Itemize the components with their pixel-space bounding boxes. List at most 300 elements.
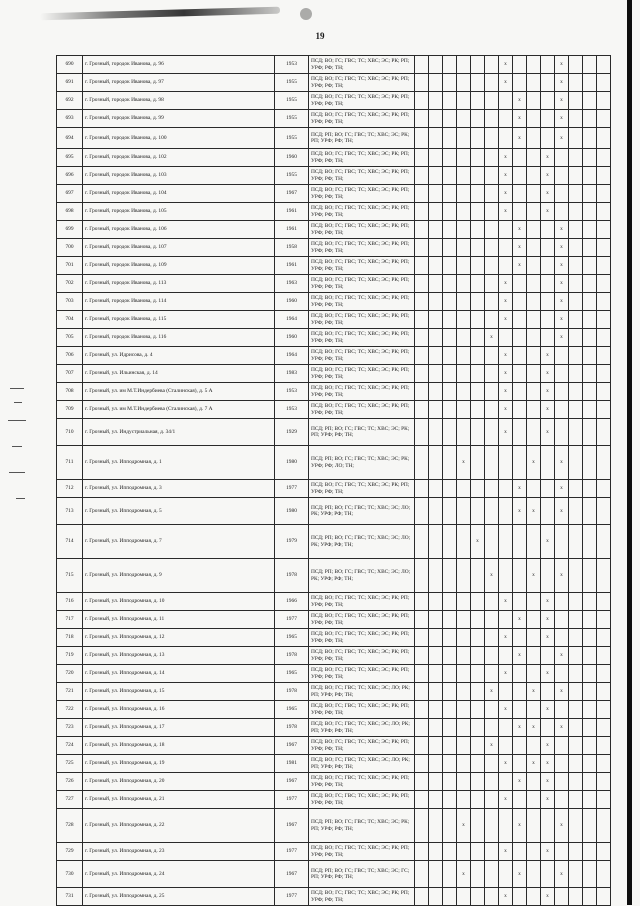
empty-cell [513, 311, 527, 329]
empty-cell [415, 221, 429, 239]
empty-cell [415, 293, 429, 311]
empty-cell [513, 401, 527, 419]
work-mark: x [541, 365, 555, 383]
empty-cell [443, 257, 457, 275]
row-address: г. Грозный, городок Иванова, д. 97 [83, 74, 275, 92]
empty-cell [471, 257, 485, 275]
empty-cell [471, 149, 485, 167]
row-address: г. Грозный, ул. Ипподромная, д. 10 [83, 593, 275, 611]
empty-cell [443, 665, 457, 683]
empty-cell [499, 861, 513, 888]
empty-cell [583, 773, 597, 791]
empty-cell [443, 593, 457, 611]
work-mark: x [541, 185, 555, 203]
row-number: 698 [57, 203, 83, 221]
empty-cell [527, 329, 541, 347]
empty-cell [541, 128, 555, 149]
work-mark: x [541, 593, 555, 611]
row-year: 1977 [275, 888, 309, 906]
empty-cell [457, 92, 471, 110]
empty-cell [485, 791, 499, 809]
row-number: 714 [57, 525, 83, 559]
empty-cell [485, 480, 499, 498]
row-elements: ПСД; РП; ВО; ГС; ГВС; ТС; ХВС; ЭС; РК; РП; УРФ; РФ; ТН; [309, 128, 415, 149]
empty-cell [541, 647, 555, 665]
row-elements: ПСД; ВО; ГС; ГВС; ТС; ХВС; ЭС; РК; РП; УРФ; РФ; ТН; [309, 629, 415, 647]
row-number: 696 [57, 167, 83, 185]
empty-cell [457, 719, 471, 737]
empty-cell [485, 347, 499, 365]
empty-cell [597, 203, 611, 221]
table-row [57, 888, 611, 906]
empty-cell [471, 401, 485, 419]
empty-cell [457, 701, 471, 719]
empty-cell [513, 701, 527, 719]
empty-cell [429, 311, 443, 329]
work-mark: x [541, 525, 555, 559]
empty-cell [429, 383, 443, 401]
empty-cell [443, 791, 457, 809]
work-mark: x [541, 629, 555, 647]
scan-edge-bar [627, 0, 632, 905]
empty-cell [527, 239, 541, 257]
empty-cell [569, 203, 583, 221]
empty-cell [443, 843, 457, 861]
empty-cell [443, 419, 457, 446]
row-number: 719 [57, 647, 83, 665]
row-address: г. Грозный, городок Иванова, д. 103 [83, 167, 275, 185]
work-mark: x [499, 203, 513, 221]
empty-cell [597, 665, 611, 683]
empty-cell [429, 92, 443, 110]
empty-cell [485, 593, 499, 611]
work-mark: x [527, 498, 541, 525]
work-mark: x [555, 128, 569, 149]
scan-artifact-top [40, 7, 280, 21]
empty-cell [597, 843, 611, 861]
empty-cell [457, 401, 471, 419]
row-address: г. Грозный, городок Иванова, д. 114 [83, 293, 275, 311]
empty-cell [527, 347, 541, 365]
empty-cell [569, 611, 583, 629]
empty-cell [499, 128, 513, 149]
empty-cell [429, 329, 443, 347]
work-mark: x [541, 611, 555, 629]
work-mark: x [499, 56, 513, 74]
empty-cell [457, 167, 471, 185]
empty-cell [583, 647, 597, 665]
empty-cell [583, 239, 597, 257]
empty-cell [415, 203, 429, 221]
empty-cell [513, 74, 527, 92]
row-number: 703 [57, 293, 83, 311]
empty-cell [443, 167, 457, 185]
work-mark: x [499, 293, 513, 311]
empty-cell [513, 791, 527, 809]
empty-cell [555, 167, 569, 185]
table-row [57, 498, 611, 525]
empty-cell [485, 611, 499, 629]
empty-cell [429, 861, 443, 888]
table-row [57, 128, 611, 149]
row-number: 713 [57, 498, 83, 525]
empty-cell [569, 239, 583, 257]
empty-cell [443, 737, 457, 755]
empty-cell [555, 755, 569, 773]
work-mark: x [485, 737, 499, 755]
empty-cell [513, 755, 527, 773]
empty-cell [429, 149, 443, 167]
row-year: 1961 [275, 221, 309, 239]
empty-cell [429, 791, 443, 809]
empty-cell [583, 74, 597, 92]
empty-cell [527, 56, 541, 74]
empty-cell [471, 755, 485, 773]
empty-cell [457, 74, 471, 92]
empty-cell [513, 888, 527, 906]
row-number: 721 [57, 683, 83, 701]
empty-cell [443, 92, 457, 110]
row-year: 1965 [275, 665, 309, 683]
row-year: 1953 [275, 383, 309, 401]
row-number: 699 [57, 221, 83, 239]
empty-cell [471, 347, 485, 365]
empty-cell [583, 843, 597, 861]
empty-cell [527, 809, 541, 843]
empty-cell [485, 755, 499, 773]
empty-cell [485, 128, 499, 149]
scan-margin-specks [8, 388, 42, 518]
row-year: 1967 [275, 737, 309, 755]
row-number: 692 [57, 92, 83, 110]
empty-cell [569, 843, 583, 861]
empty-cell [415, 329, 429, 347]
empty-cell [499, 719, 513, 737]
empty-cell [485, 149, 499, 167]
empty-cell [513, 275, 527, 293]
row-elements: ПСД; РП; ВО; ГС; ГВС; ТС; ХВС; ЭС; ЛО; РК; УРФ; РФ; ТН; [309, 525, 415, 559]
empty-cell [597, 167, 611, 185]
empty-cell [597, 719, 611, 737]
table-row [57, 791, 611, 809]
empty-cell [485, 311, 499, 329]
empty-cell [429, 221, 443, 239]
empty-cell [569, 56, 583, 74]
row-address: г. Грозный, ул. Ипподромная, д. 13 [83, 647, 275, 665]
empty-cell [485, 629, 499, 647]
row-number: 715 [57, 559, 83, 593]
empty-cell [513, 593, 527, 611]
empty-cell [485, 74, 499, 92]
empty-cell [541, 480, 555, 498]
empty-cell [429, 809, 443, 843]
empty-cell [541, 74, 555, 92]
empty-cell [415, 683, 429, 701]
row-address: г. Грозный, ул. Ипподромная, д. 18 [83, 737, 275, 755]
empty-cell [415, 446, 429, 480]
row-elements: ПСД; ВО; ГС; ГВС; ТС; ХВС; ЭС; РК; РП; УРФ; РФ; ТН; [309, 149, 415, 167]
empty-cell [527, 419, 541, 446]
row-elements: ПСД; РП; ВО; ГС; ГВС; ТС; ХВС; ЭС; ГС; РП; УРФ; РФ; ТН; [309, 861, 415, 888]
work-mark: x [555, 311, 569, 329]
empty-cell [471, 110, 485, 128]
empty-cell [485, 401, 499, 419]
empty-cell [513, 629, 527, 647]
empty-cell [415, 809, 429, 843]
empty-cell [527, 665, 541, 683]
table-row [57, 480, 611, 498]
empty-cell [415, 401, 429, 419]
table-row [57, 525, 611, 559]
empty-cell [471, 239, 485, 257]
row-address: г. Грозный, ул. Ипподромная, д. 19 [83, 755, 275, 773]
empty-cell [471, 701, 485, 719]
empty-cell [569, 480, 583, 498]
empty-cell [583, 149, 597, 167]
empty-cell [429, 665, 443, 683]
empty-cell [499, 809, 513, 843]
row-address: г. Грозный, ул. Ипподромная, д. 20 [83, 773, 275, 791]
row-elements: ПСД; ВО; ГС; ГВС; ТС; ХВС; ЭС; РК; РП; УРФ; РФ; ТН; [309, 773, 415, 791]
table-row [57, 275, 611, 293]
empty-cell [527, 791, 541, 809]
table-row [57, 347, 611, 365]
work-mark: x [555, 293, 569, 311]
empty-cell [499, 611, 513, 629]
empty-cell [583, 809, 597, 843]
work-mark: x [485, 329, 499, 347]
empty-cell [457, 203, 471, 221]
row-elements: ПСД; ВО; ГС; ГВС; ТС; ХВС; ЭС; РК; РП; УРФ; РФ; ТН; [309, 110, 415, 128]
empty-cell [583, 56, 597, 74]
empty-cell [569, 311, 583, 329]
table-row [57, 311, 611, 329]
empty-cell [541, 446, 555, 480]
row-elements: ПСД; ВО; ГС; ГВС; ТС; ХВС; ЭС; РК; РП; УРФ; РФ; ТН; [309, 843, 415, 861]
empty-cell [485, 861, 499, 888]
empty-cell [597, 128, 611, 149]
work-mark: x [457, 861, 471, 888]
empty-cell [443, 128, 457, 149]
empty-cell [429, 719, 443, 737]
table-row [57, 257, 611, 275]
empty-cell [569, 719, 583, 737]
empty-cell [597, 257, 611, 275]
empty-cell [471, 647, 485, 665]
empty-cell [597, 365, 611, 383]
empty-cell [513, 203, 527, 221]
empty-cell [429, 56, 443, 74]
empty-cell [527, 861, 541, 888]
row-elements: ПСД; ВО; ГС; ГВС; ТС; ХВС; ЭС; РК; РП; УРФ; РФ; ТН; [309, 480, 415, 498]
empty-cell [485, 498, 499, 525]
row-year: 1961 [275, 257, 309, 275]
empty-cell [555, 629, 569, 647]
empty-cell [499, 498, 513, 525]
empty-cell [415, 239, 429, 257]
row-number: 718 [57, 629, 83, 647]
empty-cell [485, 383, 499, 401]
empty-cell [499, 647, 513, 665]
empty-cell [429, 185, 443, 203]
work-mark: x [513, 128, 527, 149]
empty-cell [569, 329, 583, 347]
empty-cell [597, 737, 611, 755]
empty-cell [429, 525, 443, 559]
work-mark: x [513, 480, 527, 498]
empty-cell [485, 665, 499, 683]
empty-cell [415, 773, 429, 791]
empty-cell [527, 737, 541, 755]
empty-cell [555, 419, 569, 446]
work-mark: x [555, 74, 569, 92]
empty-cell [597, 683, 611, 701]
empty-cell [471, 92, 485, 110]
empty-cell [471, 498, 485, 525]
empty-cell [569, 275, 583, 293]
empty-cell [583, 419, 597, 446]
empty-cell [597, 755, 611, 773]
empty-cell [499, 110, 513, 128]
empty-cell [583, 791, 597, 809]
empty-cell [527, 647, 541, 665]
registry-body [57, 56, 611, 906]
empty-cell [415, 56, 429, 74]
work-mark: x [457, 809, 471, 843]
work-mark: x [541, 419, 555, 446]
empty-cell [499, 329, 513, 347]
empty-cell [583, 446, 597, 480]
empty-cell [597, 629, 611, 647]
empty-cell [569, 446, 583, 480]
empty-cell [527, 128, 541, 149]
empty-cell [597, 480, 611, 498]
empty-cell [527, 275, 541, 293]
empty-cell [429, 629, 443, 647]
empty-cell [471, 861, 485, 888]
row-year: 1978 [275, 647, 309, 665]
work-mark: x [485, 559, 499, 593]
empty-cell [527, 611, 541, 629]
empty-cell [443, 185, 457, 203]
empty-cell [583, 737, 597, 755]
empty-cell [429, 773, 443, 791]
work-mark: x [555, 498, 569, 525]
row-number: 730 [57, 861, 83, 888]
empty-cell [443, 755, 457, 773]
row-address: г. Грозный, ул. Ипподромная, д. 22 [83, 809, 275, 843]
row-address: г. Грозный, городок Иванова, д. 109 [83, 257, 275, 275]
empty-cell [569, 257, 583, 275]
empty-cell [597, 383, 611, 401]
empty-cell [415, 275, 429, 293]
empty-cell [541, 559, 555, 593]
row-address: г. Грозный, ул. Ипподромная, д. 25 [83, 888, 275, 906]
work-mark: x [499, 755, 513, 773]
row-address: г. Грозный, ул. Индустриальная, д. 34/1 [83, 419, 275, 446]
empty-cell [443, 293, 457, 311]
empty-cell [415, 525, 429, 559]
work-mark: x [541, 773, 555, 791]
empty-cell [471, 167, 485, 185]
empty-cell [569, 665, 583, 683]
empty-cell [597, 110, 611, 128]
empty-cell [471, 559, 485, 593]
registry-table [56, 55, 611, 906]
empty-cell [541, 275, 555, 293]
empty-cell [569, 167, 583, 185]
empty-cell [583, 329, 597, 347]
empty-cell [569, 74, 583, 92]
work-mark: x [527, 559, 541, 593]
empty-cell [527, 257, 541, 275]
row-elements: ПСД; ВО; ГС; ГВС; ТС; ХВС; ЭС; РК; РП; УРФ; РФ; ТН; [309, 275, 415, 293]
row-number: 697 [57, 185, 83, 203]
empty-cell [597, 329, 611, 347]
empty-cell [513, 419, 527, 446]
empty-cell [457, 110, 471, 128]
empty-cell [471, 293, 485, 311]
empty-cell [443, 311, 457, 329]
empty-cell [527, 773, 541, 791]
empty-cell [597, 311, 611, 329]
table-row [57, 665, 611, 683]
table-row [57, 92, 611, 110]
empty-cell [541, 293, 555, 311]
empty-cell [443, 74, 457, 92]
empty-cell [527, 383, 541, 401]
table-row [57, 809, 611, 843]
empty-cell [485, 446, 499, 480]
empty-cell [597, 347, 611, 365]
table-row [57, 401, 611, 419]
empty-cell [485, 239, 499, 257]
row-address: г. Грозный, городок Иванова, д. 102 [83, 149, 275, 167]
row-year: 1977 [275, 480, 309, 498]
row-year: 1983 [275, 365, 309, 383]
empty-cell [597, 611, 611, 629]
empty-cell [597, 525, 611, 559]
row-year: 1958 [275, 239, 309, 257]
table-row [57, 293, 611, 311]
work-mark: x [555, 56, 569, 74]
empty-cell [443, 239, 457, 257]
work-mark: x [499, 365, 513, 383]
empty-cell [555, 791, 569, 809]
row-number: 725 [57, 755, 83, 773]
empty-cell [443, 647, 457, 665]
empty-cell [443, 401, 457, 419]
row-elements: ПСД; ВО; ГС; ГВС; ТС; ХВС; ЭС; РК; РП; УРФ; РФ; ТН; [309, 257, 415, 275]
row-number: 693 [57, 110, 83, 128]
work-mark: x [555, 647, 569, 665]
empty-cell [429, 559, 443, 593]
empty-cell [583, 347, 597, 365]
empty-cell [569, 629, 583, 647]
empty-cell [569, 755, 583, 773]
empty-cell [457, 221, 471, 239]
empty-cell [513, 185, 527, 203]
work-mark: x [499, 629, 513, 647]
empty-cell [597, 809, 611, 843]
empty-cell [555, 203, 569, 221]
table-row [57, 203, 611, 221]
work-mark: x [513, 773, 527, 791]
row-number: 707 [57, 365, 83, 383]
row-elements: ПСД; ВО; ГС; ГВС; ТС; ХВС; ЭС; РК; РП; УРФ; РФ; ТН; [309, 665, 415, 683]
row-elements: ПСД; РП; ВО; ГС; ГВС; ТС; ХВС; ЭС; РК; РП; УРФ; РФ; ТН; [309, 809, 415, 843]
row-address: г. Грозный, городок Иванова, д. 116 [83, 329, 275, 347]
